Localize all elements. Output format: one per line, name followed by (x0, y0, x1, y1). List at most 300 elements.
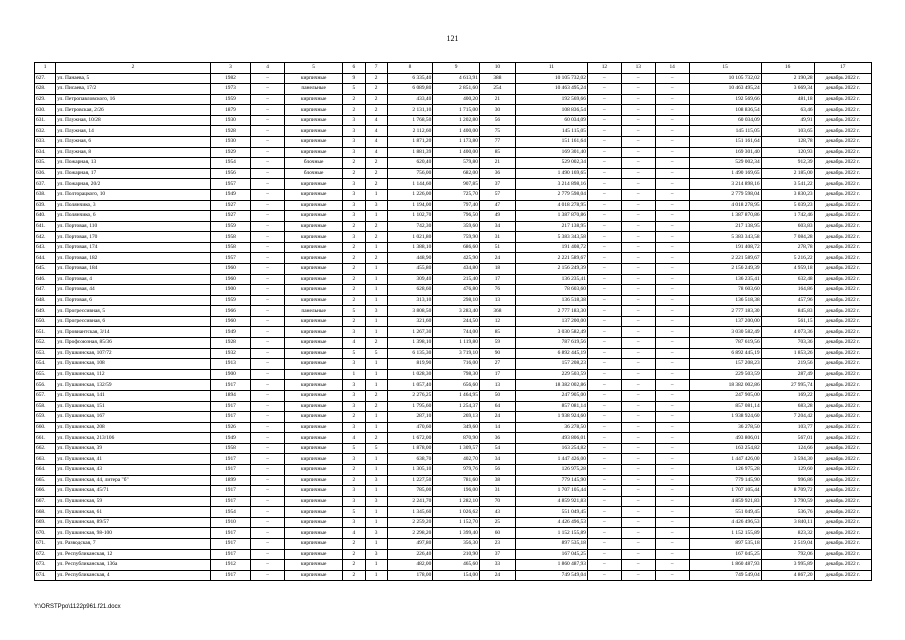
table-cell: декабрь 2022 г. (814, 380, 871, 391)
table-cell: 9 (343, 73, 365, 84)
table-cell: 2 (365, 179, 387, 190)
table-cell: – (251, 549, 285, 560)
table-cell: 4 959,18 (761, 263, 814, 274)
table-cell: – (251, 327, 285, 338)
table-cell: – (251, 200, 285, 211)
table-cell: – (621, 433, 655, 444)
table-cell: – (655, 517, 689, 528)
table-cell: декабрь 2022 г. (814, 486, 871, 497)
table-cell: – (251, 242, 285, 253)
table-cell: 629. (35, 94, 56, 105)
table-cell: 27 (479, 359, 515, 370)
table-cell: декабрь 2022 г. (814, 242, 871, 253)
table-cell: декабрь 2022 г. (814, 496, 871, 507)
table-cell: 1917 (210, 412, 250, 423)
table-cell: 481,18 (761, 94, 814, 105)
table-cell: 76 (479, 285, 515, 296)
table-cell: – (587, 232, 621, 243)
table-cell: – (251, 348, 285, 359)
table-cell: 628,60 (387, 285, 433, 296)
table-cell: – (251, 115, 285, 126)
table-cell: 2 (365, 401, 387, 412)
table-cell: – (587, 211, 621, 222)
table-cell: кирпичные (285, 274, 343, 285)
table-cell: – (587, 507, 621, 518)
table-cell: – (655, 464, 689, 475)
table-cell: 12 (479, 316, 515, 327)
table-cell: ул. Писаева, 17/2 (56, 84, 211, 95)
table-cell: 3 541,22 (761, 179, 814, 190)
table-cell: 1 387 870,86 (515, 211, 587, 222)
table-cell: кирпичные (285, 200, 343, 211)
table-cell: 57 (479, 189, 515, 200)
table-cell: 2 (343, 263, 365, 274)
table-cell: ул. Полторацкого, 10 (56, 189, 211, 200)
table-cell: кирпичные (285, 137, 343, 148)
table-cell: кирпичные (285, 570, 343, 581)
table-cell: – (587, 369, 621, 380)
table-cell: – (251, 433, 285, 444)
table-cell: 126 975,28 (515, 464, 587, 475)
table-cell: – (587, 168, 621, 179)
table-cell: – (621, 147, 655, 158)
table-cell: – (655, 200, 689, 211)
table-cell: – (655, 560, 689, 571)
table-cell: 787 619,56 (515, 338, 587, 349)
table-cell: 2 221 589,67 (689, 253, 761, 264)
table-cell: кирпичные (285, 443, 343, 454)
table-cell: – (621, 105, 655, 116)
table-cell: 536,76 (761, 507, 814, 518)
table-cell: 2 156 249,39 (689, 263, 761, 274)
table-cell: 4 (343, 433, 365, 444)
table-cell: 656. (35, 380, 56, 391)
table-cell: 1900 (210, 369, 250, 380)
table-cell: – (655, 549, 689, 560)
table-cell: 1960 (210, 274, 250, 285)
table-cell: 2 (343, 475, 365, 486)
table-cell: – (621, 179, 655, 190)
table-cell: – (251, 274, 285, 285)
table-cell: 644. (35, 253, 56, 264)
table-cell: ул. Портовая, 174 (56, 242, 211, 253)
table-cell: 1954 (210, 158, 250, 169)
table-cell: 647. (35, 285, 56, 296)
table-row (35, 570, 872, 581)
table-cell: 1 (365, 295, 387, 306)
header-cell: 4 (251, 63, 285, 74)
table-cell: – (621, 369, 655, 380)
table-cell: 1960 (210, 316, 250, 327)
table-cell: – (655, 274, 689, 285)
table-cell: 3 214 898,16 (515, 179, 587, 190)
table-cell: 3 719,10 (433, 348, 480, 359)
table-cell: 1 (365, 464, 387, 475)
table-cell: декабрь 2022 г. (814, 263, 871, 274)
table-cell: декабрь 2022 г. (814, 359, 871, 370)
table-cell: 124,66 (761, 443, 814, 454)
table-cell: – (587, 126, 621, 137)
table-cell: 151 161,64 (515, 137, 587, 148)
table-cell: 635. (35, 158, 56, 169)
table-cell: кирпичные (285, 232, 343, 243)
table-cell: 1 (365, 369, 387, 380)
table-cell: 247 905,00 (689, 390, 761, 401)
table-cell: кирпичные (285, 433, 343, 444)
table-cell: 3 (343, 211, 365, 222)
table-cell: 75 (479, 126, 515, 137)
table-cell: 434,80 (433, 263, 480, 274)
table-cell: 4 018 278,95 (515, 200, 587, 211)
table-cell: 1 387 870,86 (689, 211, 761, 222)
table-cell: 3 808,50 (387, 306, 433, 317)
table-cell: 470,60 (387, 422, 433, 433)
table-cell: 3 (343, 327, 365, 338)
table-cell: 37 (479, 179, 515, 190)
table-cell: 78 603,60 (515, 285, 587, 296)
table-cell: 1949 (210, 189, 250, 200)
table-row (35, 359, 872, 370)
table-cell: 1 345,60 (387, 507, 433, 518)
table-cell: 3 283,40 (433, 306, 480, 317)
table-cell: 1 (365, 242, 387, 253)
table-cell: 2 (343, 549, 365, 560)
table-row (35, 232, 872, 243)
table-cell: декабрь 2022 г. (814, 316, 871, 327)
table-cell: 196,00 (433, 486, 480, 497)
table-cell: 6 135,30 (387, 348, 433, 359)
table-row (35, 105, 872, 116)
table-cell: 2 (365, 84, 387, 95)
table-cell: 639. (35, 200, 56, 211)
table-cell: – (587, 433, 621, 444)
table-cell: 1 399,40 (433, 528, 480, 539)
table-row (35, 306, 872, 317)
table-cell: ул. Плужная, 8 (56, 147, 211, 158)
table-cell: 359,60 (433, 221, 480, 232)
table-cell: 433,40 (387, 94, 433, 105)
table-cell: 388 (479, 73, 515, 84)
table-cell: 163 254,82 (689, 443, 761, 454)
table-cell: – (621, 126, 655, 137)
table-cell: 668. (35, 507, 56, 518)
table-cell: декабрь 2022 г. (814, 560, 871, 571)
table-cell: 309,40 (387, 274, 433, 285)
table-cell: кирпичные (285, 539, 343, 550)
table-cell: 1927 (210, 200, 250, 211)
table-cell: – (655, 105, 689, 116)
table-cell: 1 400,00 (433, 147, 480, 158)
table-cell: – (587, 253, 621, 264)
table-cell: 661. (35, 433, 56, 444)
table-cell: – (251, 84, 285, 95)
table-cell: декабрь 2022 г. (814, 338, 871, 349)
table-cell: – (655, 338, 689, 349)
table-cell: 628. (35, 84, 56, 95)
table-cell: 126 975,28 (689, 464, 761, 475)
table-cell: – (587, 560, 621, 571)
table-cell: 18 382 002,86 (689, 380, 761, 391)
table-cell: 1 490 169,65 (689, 168, 761, 179)
table-cell: 636. (35, 168, 56, 179)
table-cell: 120,93 (761, 147, 814, 158)
table-cell: 2 131,10 (387, 105, 433, 116)
table-cell: 6 892 445,19 (689, 348, 761, 359)
table-cell: – (251, 221, 285, 232)
table-cell: – (655, 179, 689, 190)
table-cell: – (587, 380, 621, 391)
table-cell: – (587, 295, 621, 306)
table-cell: кирпичные (285, 401, 343, 412)
table-cell: 1900 (210, 285, 250, 296)
table-cell: – (655, 232, 689, 243)
table-cell: 2 (365, 221, 387, 232)
table-cell: ул. Пожарная, 20/2 (56, 179, 211, 190)
table-cell: – (251, 422, 285, 433)
table-cell: 1 102,70 (387, 211, 433, 222)
table-row (35, 147, 872, 158)
table-row (35, 401, 872, 412)
table-cell: 167 045,25 (515, 549, 587, 560)
table-cell: – (251, 211, 285, 222)
table-cell: 5 (365, 348, 387, 359)
table-cell: 191 408,72 (515, 242, 587, 253)
table-cell: декабрь 2022 г. (814, 517, 871, 528)
table-header-row (35, 63, 872, 74)
table-cell: – (587, 263, 621, 274)
table-cell: 1 715,00 (433, 105, 480, 116)
table-cell: 3 030 582,49 (515, 327, 587, 338)
table-cell: 164,86 (761, 285, 814, 296)
table-cell: 24 (479, 253, 515, 264)
table-cell: 1 707 105,44 (515, 486, 587, 497)
table-cell: – (251, 496, 285, 507)
table-cell: – (587, 242, 621, 253)
table-cell: – (655, 390, 689, 401)
table-cell: кирпичные (285, 316, 343, 327)
table-row (35, 158, 872, 169)
table-cell: 2 (365, 390, 387, 401)
table-cell: ул. Пушкинская, 132/59 (56, 380, 211, 391)
table-row (35, 295, 872, 306)
table-cell: – (655, 369, 689, 380)
table-cell: 1958 (210, 232, 250, 243)
table-cell: 658. (35, 401, 56, 412)
table-cell: – (655, 443, 689, 454)
table-cell: 1960 (210, 263, 250, 274)
table-cell: – (621, 539, 655, 550)
table-cell: 785,00 (387, 486, 433, 497)
table-row (35, 189, 872, 200)
table-cell: – (251, 338, 285, 349)
table-cell: – (251, 179, 285, 190)
table-cell: кирпичные (285, 380, 343, 391)
table-cell: 217 138,95 (689, 221, 761, 232)
table-cell: 313,10 (387, 295, 433, 306)
table-cell: 1954 (210, 507, 250, 518)
table-cell: 912,39 (761, 158, 814, 169)
table-cell: 1 309,57 (433, 443, 480, 454)
table-cell: – (621, 73, 655, 84)
table-row (35, 73, 872, 84)
table-cell: – (587, 486, 621, 497)
table-cell: 3 (343, 189, 365, 200)
table-cell: 2 (343, 412, 365, 423)
table-cell: – (655, 316, 689, 327)
table-cell: 13 (479, 295, 515, 306)
table-cell: – (655, 189, 689, 200)
table-cell: 219,56 (761, 359, 814, 370)
table-cell: 10 105 732,02 (515, 73, 587, 84)
table-cell: ул. Пушкинская, 45/71 (56, 486, 211, 497)
table-cell: 3 (365, 528, 387, 539)
table-cell: ул. Пушкинская, 107/72 (56, 348, 211, 359)
table-cell: – (621, 486, 655, 497)
table-cell: 349,60 (433, 422, 480, 433)
table-cell: 1 (343, 369, 365, 380)
table-cell: – (621, 475, 655, 486)
table-cell: – (621, 200, 655, 211)
table-cell: кирпичные (285, 507, 343, 518)
table-cell: 819,90 (387, 359, 433, 370)
table-cell: 10 463 495,24 (689, 84, 761, 95)
table-cell: 43 (479, 507, 515, 518)
table-cell: декабрь 2022 г. (814, 306, 871, 317)
table-row (35, 412, 872, 423)
table-cell: 10 105 732,02 (689, 73, 761, 84)
table-cell: 5 383 343,58 (689, 232, 761, 243)
table-cell: 1 871,20 (387, 137, 433, 148)
table-cell: ул. Профсоюзная, 85/36 (56, 338, 211, 349)
table-cell: 25 (479, 517, 515, 528)
table-cell: – (655, 380, 689, 391)
table-cell: 151 161,64 (689, 137, 761, 148)
table-cell: декабрь 2022 г. (814, 464, 871, 475)
table-cell: 4 (365, 137, 387, 148)
table-cell: 897 535,18 (515, 539, 587, 550)
table-cell: декабрь 2022 г. (814, 475, 871, 486)
table-cell: 64 (479, 401, 515, 412)
table-cell: 3 (343, 517, 365, 528)
table-cell: 400,20 (433, 94, 480, 105)
table-cell: 2 (343, 464, 365, 475)
page-number: 121 (446, 34, 459, 43)
table-cell: 2 777 183,30 (515, 306, 587, 317)
table-cell: 2 (343, 570, 365, 581)
table-cell: 2 221 589,67 (515, 253, 587, 264)
table-cell: декабрь 2022 г. (814, 348, 871, 359)
table-cell: 1 464,95 (433, 390, 480, 401)
table-cell: 1 173,80 (433, 137, 480, 148)
table-cell: кирпичные (285, 327, 343, 338)
table-cell: – (251, 570, 285, 581)
table-cell: – (251, 380, 285, 391)
table-row (35, 84, 872, 95)
table-cell: – (621, 221, 655, 232)
table-cell: 2 (343, 316, 365, 327)
table-cell: 3 (365, 549, 387, 560)
table-cell: 1 768,50 (387, 115, 433, 126)
table-row (35, 242, 872, 253)
table-cell: – (621, 570, 655, 581)
table-cell: 269,13 (433, 412, 480, 423)
table-cell: 321,60 (387, 316, 433, 327)
table-cell: 1 194,00 (387, 200, 433, 211)
table-cell: ул. Пушкинская, 108 (56, 359, 211, 370)
table-cell: 2 519,04 (761, 539, 814, 550)
table-cell: 1928 (210, 338, 250, 349)
table-cell: 18 (479, 263, 515, 274)
table-row (35, 507, 872, 518)
table-cell: 670. (35, 528, 56, 539)
table-cell: 2 (343, 158, 365, 169)
table-cell: 2 (365, 168, 387, 179)
table-cell: декабрь 2022 г. (814, 570, 871, 581)
table-cell: кирпичные (285, 359, 343, 370)
table-cell: ул. Плужная, 6 (56, 137, 211, 148)
table-cell: 167 045,25 (689, 549, 761, 560)
table-cell: 38 (479, 475, 515, 486)
table-cell: 2 (343, 285, 365, 296)
table-cell: 128,78 (761, 137, 814, 148)
table-cell: – (655, 84, 689, 95)
table-cell: декабрь 2022 г. (814, 253, 871, 264)
table-cell: 476,80 (433, 285, 480, 296)
table-cell: 3 594,30 (761, 454, 814, 465)
table-cell: 1958 (210, 443, 250, 454)
table-cell: декабрь 2022 г. (814, 454, 871, 465)
table-cell: ул. Портовая, 4 (56, 274, 211, 285)
table-cell: 2 185,00 (761, 168, 814, 179)
table-cell: 667. (35, 496, 56, 507)
table-cell: – (251, 539, 285, 550)
table-cell: 1917 (210, 486, 250, 497)
table-cell: 4 867,20 (761, 570, 814, 581)
table-cell: 2 (365, 338, 387, 349)
table-cell: 3 (343, 454, 365, 465)
table-cell: 3 (343, 390, 365, 401)
table-cell: 1 447 426,00 (515, 454, 587, 465)
table-cell: 27 995,74 (761, 380, 814, 391)
header-cell: 3 (210, 63, 250, 74)
table-cell: декабрь 2022 г. (814, 179, 871, 190)
table-cell: – (251, 137, 285, 148)
table-cell: – (655, 147, 689, 158)
table-cell: – (587, 422, 621, 433)
table-cell: – (587, 94, 621, 105)
table-cell: – (251, 401, 285, 412)
table-row (35, 517, 872, 528)
table-cell: кирпичные (285, 242, 343, 253)
table-cell: – (587, 221, 621, 232)
table-cell: 108 836,54 (689, 105, 761, 116)
table-cell: 660. (35, 422, 56, 433)
table-cell: 1879 (210, 105, 250, 116)
table-cell: 108 836,54 (515, 105, 587, 116)
table-cell: – (587, 285, 621, 296)
table-cell: ул. Прогрессивная, 6 (56, 316, 211, 327)
table-cell: – (621, 189, 655, 200)
table-cell: 674. (35, 570, 56, 581)
table-cell: кирпичные (285, 126, 343, 137)
table-cell: декабрь 2022 г. (814, 274, 871, 285)
table-cell: – (587, 84, 621, 95)
table-cell: 60 (479, 528, 515, 539)
table-cell: ул. Пушкинская, 213/106 (56, 433, 211, 444)
table-cell: ул. Пушкинская, 98-100 (56, 528, 211, 539)
table-cell: ул. Прогрессивная, 5 (56, 306, 211, 317)
header-cell: 5 (285, 63, 343, 74)
